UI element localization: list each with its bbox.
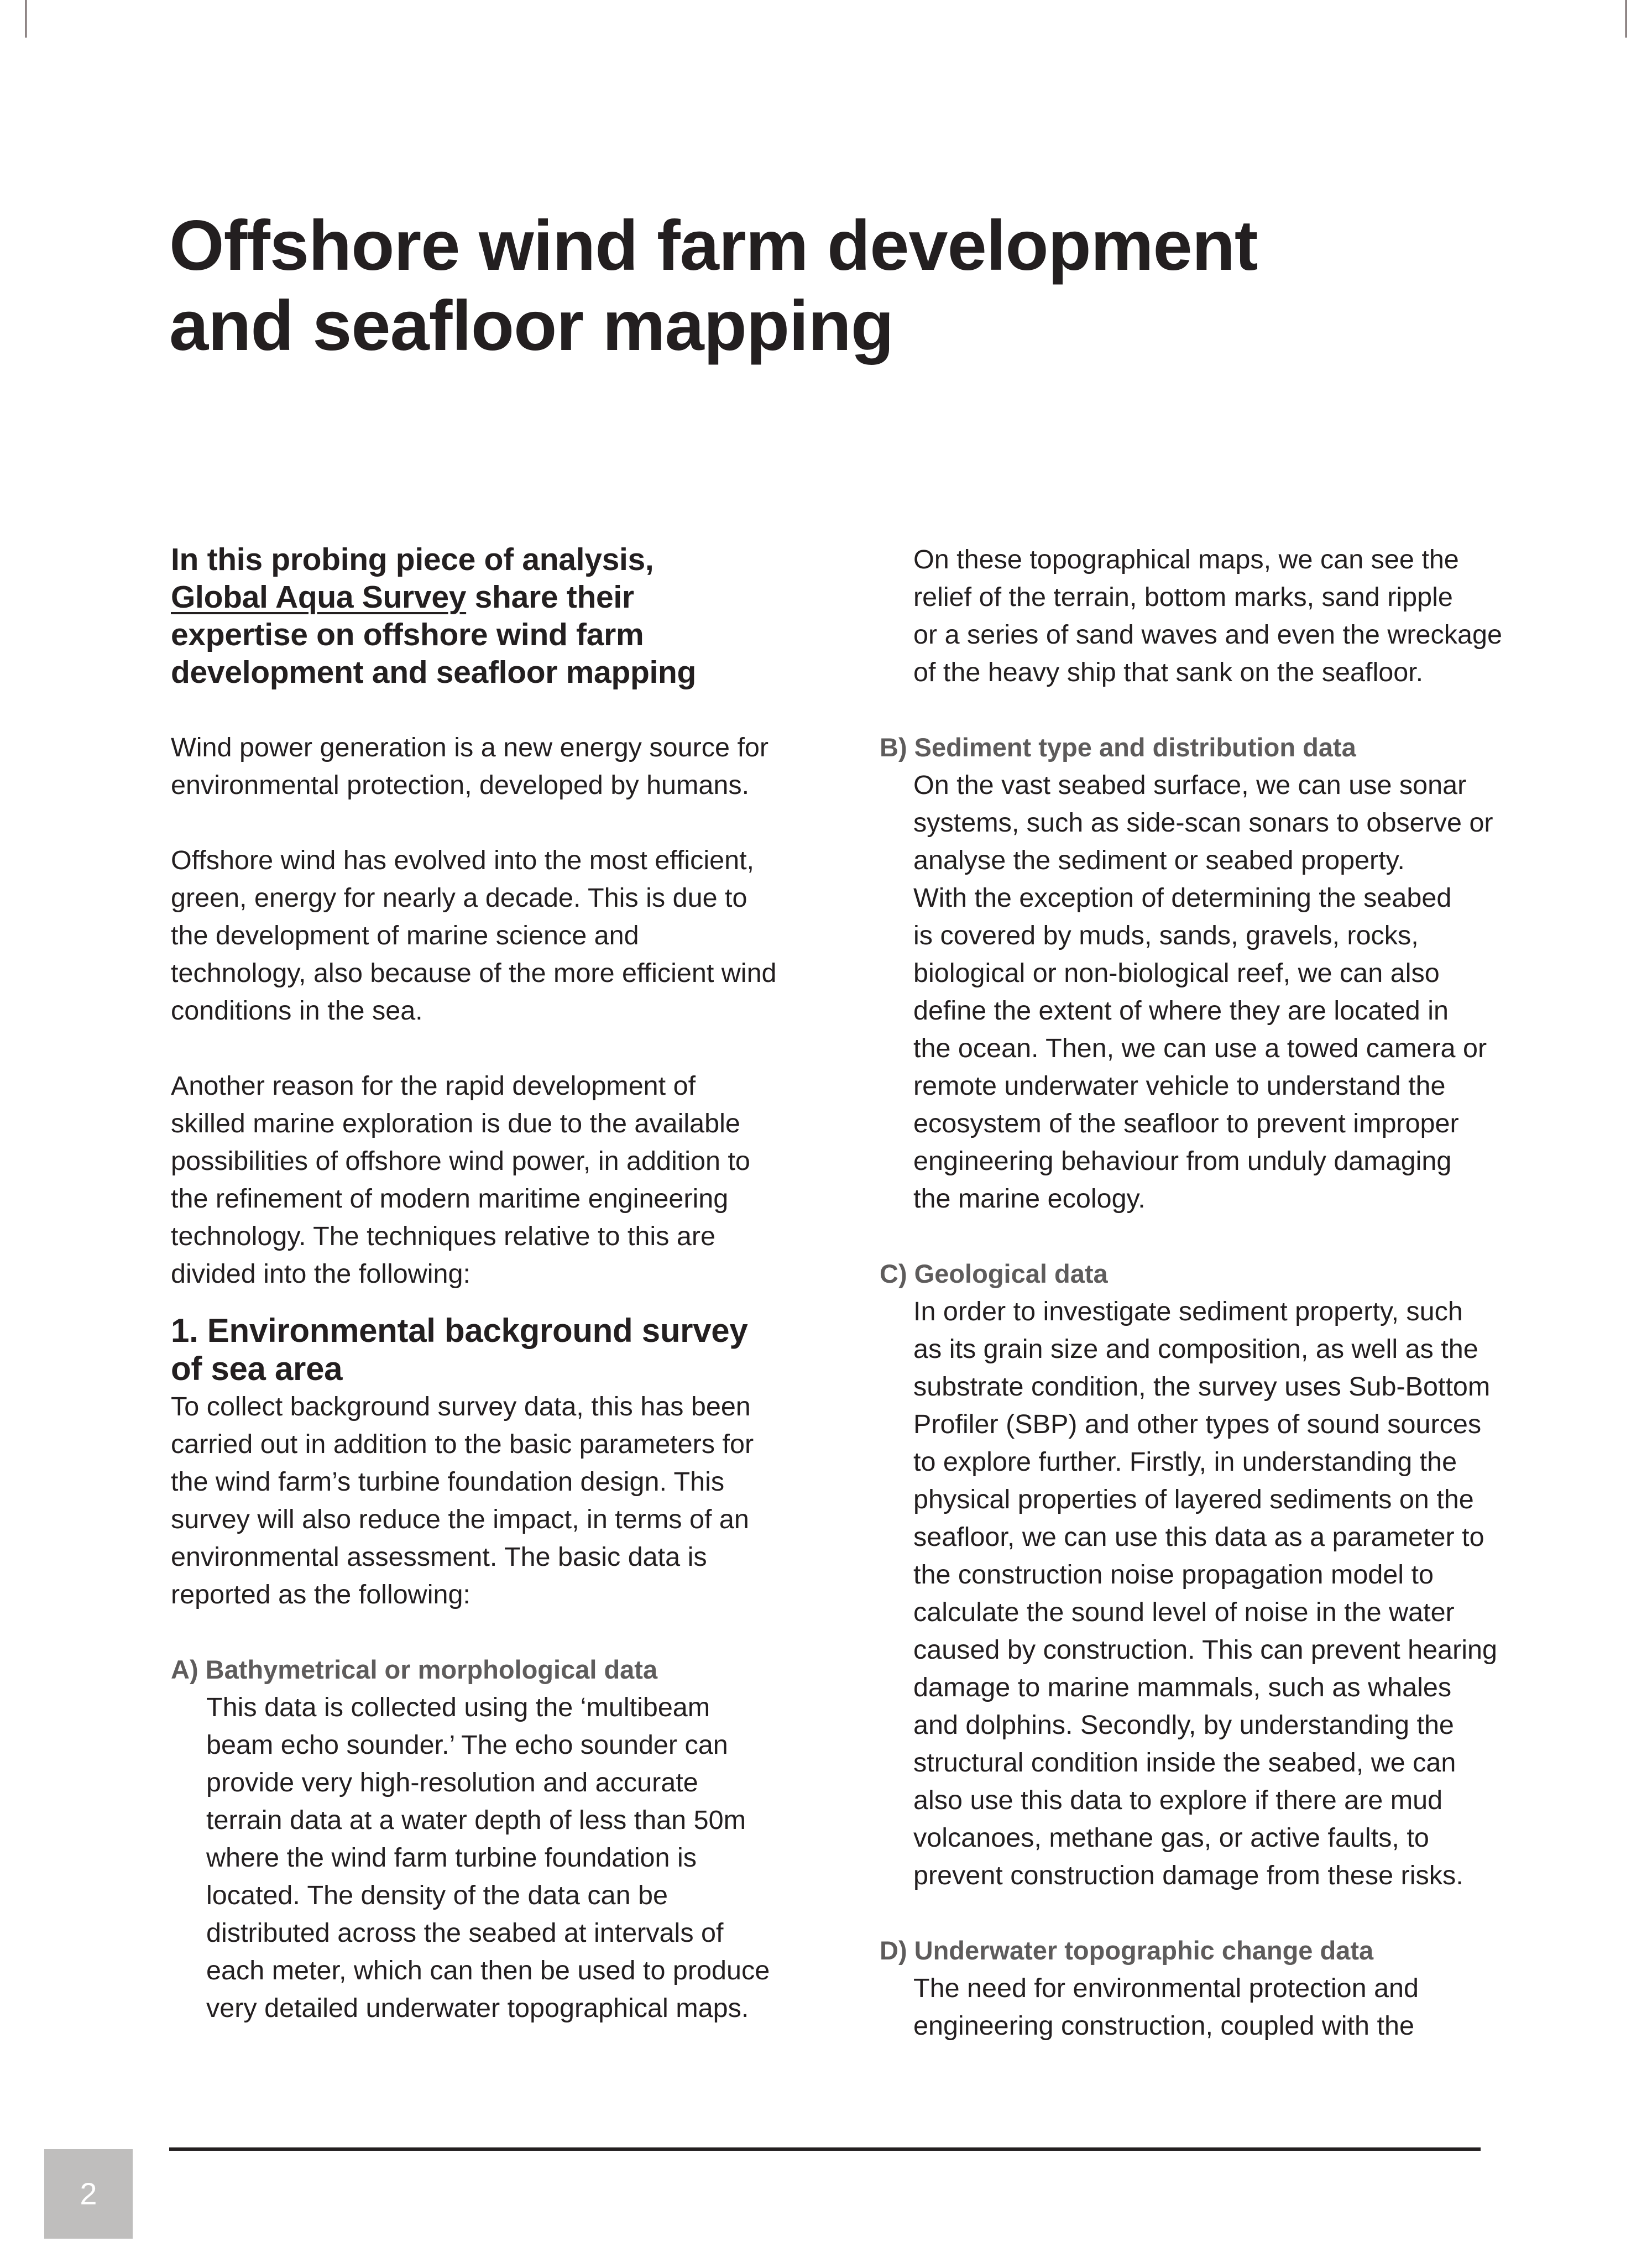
text-line: Profiler (SBP) and other types of sound sources [913, 1409, 1482, 1439]
text-line: In order to investigate sediment property, such [913, 1297, 1463, 1326]
text-line: On the vast seabed surface, we can use sonar [913, 770, 1467, 800]
text-line: divided into the following: [171, 1259, 470, 1289]
text-line: carried out in addition to the basic parameters for [171, 1429, 754, 1459]
text-line: the marine ecology. [913, 1184, 1146, 1214]
text-line: prevent construction damage from these risks. [913, 1860, 1463, 1890]
intro-line-1: In this probing piece of analysis, [171, 542, 654, 577]
paragraph-background-survey [171, 1388, 790, 1613]
crop-mark-right [1625, 0, 1627, 38]
text-line: calculate the sound level of noise in the water [913, 1597, 1455, 1627]
text-line: volcanoes, methane gas, or active faults, to [913, 1823, 1429, 1853]
subheading-bathymetrical-data: A) Bathymetrical or morphological data [171, 1655, 658, 1684]
section-heading-line-1: 1. Environmental background survey [171, 1312, 748, 1349]
page-title [169, 206, 1496, 366]
text-line: also use this data to explore if there are mud [913, 1785, 1443, 1815]
text-line: The need for environmental protection and [913, 1973, 1419, 2003]
page-number: 2 [80, 2176, 97, 2211]
page-title-line-2: and seafloor mapping [169, 286, 893, 365]
intro-line-2-rest: share their [466, 579, 634, 615]
crop-mark-left [25, 0, 27, 38]
text-line: caused by construction. This can prevent hearing [913, 1635, 1497, 1665]
intro-line-2 [171, 578, 790, 616]
text-line: environmental protection, developed by humans. [171, 770, 750, 800]
text-line: technology, also because of the more efficient wind [171, 958, 777, 988]
text-line: the wind farm’s turbine foundation design. This [171, 1467, 725, 1497]
paragraph-offshore-wind [171, 842, 790, 1029]
text-line: beam echo sounder.’ The echo sounder can [206, 1730, 728, 1760]
text-line: systems, such as side-scan sonars to observe or [913, 808, 1493, 838]
text-line: relief of the terrain, bottom marks, sand ripple [913, 582, 1453, 612]
text-line: This data is collected using the ‘multibeam [206, 1692, 710, 1722]
text-line: define the extent of where they are located in [913, 996, 1449, 1026]
text-line: possibilities of offshore wind power, in addition to [171, 1146, 750, 1176]
text-line: as its grain size and composition, as well as the [913, 1334, 1478, 1364]
page-title-line-1: Offshore wind farm development [169, 206, 1258, 285]
text-line: remote underwater vehicle to understand the [913, 1071, 1446, 1101]
text-line: provide very high-resolution and accurate [206, 1768, 698, 1797]
text-line: where the wind farm turbine foundation is [206, 1843, 697, 1873]
text-line: very detailed underwater topographical maps. [206, 1993, 749, 2023]
subheading-geological-data: C) Geological data [880, 1259, 1108, 1288]
text-line: Wind power generation is a new energy source for [171, 733, 769, 762]
footer-rule [169, 2147, 1481, 2151]
text-line: engineering behaviour from unduly damaging [913, 1146, 1452, 1176]
item-c-body [880, 1293, 1499, 1894]
text-line: green, energy for nearly a decade. This is due to [171, 883, 747, 913]
text-line: On these topographical maps, we can see the [913, 545, 1459, 574]
page-number-box [44, 2149, 133, 2239]
item-a-body [171, 1689, 790, 2027]
text-line: or a series of sand waves and even the wreckage [913, 620, 1502, 650]
text-line: physical properties of layered sediments on the [913, 1485, 1474, 1514]
intro-standfirst [171, 541, 790, 691]
global-aqua-survey-link[interactable]: Global Aqua Survey [171, 579, 467, 615]
text-line: conditions in the sea. [171, 996, 423, 1026]
text-line: engineering construction, coupled with the [913, 2011, 1414, 2041]
text-line: terrain data at a water depth of less than 50m [206, 1805, 746, 1835]
text-line: distributed across the seabed at intervals of [206, 1918, 724, 1948]
text-line: Offshore wind has evolved into the most efficient, [171, 845, 755, 875]
intro-line-3: expertise on offshore wind farm [171, 617, 644, 652]
text-line: structural condition inside the seabed, we can [913, 1748, 1456, 1778]
text-line: the refinement of modern maritime engineering [171, 1184, 729, 1214]
text-line: biological or non-biological reef, we can also [913, 958, 1440, 988]
text-line: technology. The techniques relative to this are [171, 1221, 715, 1251]
text-line: environmental assessment. The basic data is [171, 1542, 707, 1572]
left-column [171, 541, 790, 2027]
text-line: substrate condition, the survey uses Sub-Bottom [913, 1372, 1491, 1402]
text-line: damage to marine mammals, such as whales [913, 1673, 1452, 1702]
section-heading-line-2: of sea area [171, 1350, 343, 1387]
text-line: located. The density of the data can be [206, 1880, 668, 1910]
text-line: reported as the following: [171, 1580, 470, 1609]
text-line: and dolphins. Secondly, by understanding the [913, 1710, 1454, 1740]
text-line: seafloor, we can use this data as a parameter to [913, 1522, 1484, 1552]
item-b-body [880, 766, 1499, 1217]
text-line: skilled marine exploration is due to the available [171, 1109, 740, 1138]
text-line: ecosystem of the seafloor to prevent improper [913, 1109, 1459, 1138]
subheading-sediment-data: B) Sediment type and distribution data [880, 733, 1356, 762]
text-line: is covered by muds, sands, gravels, rocks, [913, 921, 1419, 950]
intro-line-4: development and seafloor mapping [171, 655, 697, 690]
text-line: to explore further. Firstly, in understanding the [913, 1447, 1457, 1477]
item-d-body [880, 1969, 1499, 2045]
item-a-continued-body [880, 541, 1502, 691]
text-line: survey will also reduce the impact, in terms of an [171, 1504, 749, 1534]
right-column [880, 541, 1502, 2045]
text-line: With the exception of determining the seabed [913, 883, 1452, 913]
section-heading-environmental-survey [171, 1311, 790, 1388]
text-line: the development of marine science and [171, 921, 639, 950]
paragraph-another-reason [171, 1067, 790, 1293]
text-line: To collect background survey data, this has been [171, 1392, 751, 1421]
text-line: each meter, which can then be used to produce [206, 1956, 770, 1985]
text-line: Another reason for the rapid development of [171, 1071, 696, 1101]
text-line: of the heavy ship that sank on the seafloor. [913, 657, 1424, 687]
text-line: the construction noise propagation model to [913, 1560, 1434, 1590]
text-line: the ocean. Then, we can use a towed camera or [913, 1033, 1487, 1063]
text-line: analyse the sediment or seabed property. [913, 845, 1405, 875]
paragraph-wind-power [171, 729, 790, 804]
subheading-topographic-change-data: D) Underwater topographic change data [880, 1936, 1374, 1965]
